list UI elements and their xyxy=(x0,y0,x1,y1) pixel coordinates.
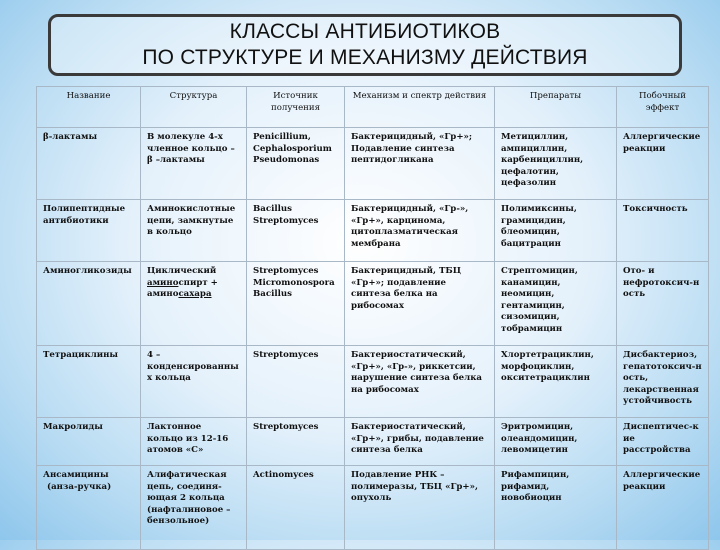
cell-structure: 4 – конденсированны х кольца xyxy=(141,346,247,418)
cell-source: Streptomyces xyxy=(247,418,345,466)
cell-side-effect: Аллергические реакции xyxy=(617,128,709,200)
table-row xyxy=(37,128,709,200)
cell-side-effect: Диспептичес-к ие расстройства xyxy=(617,418,709,466)
table-row xyxy=(37,346,709,418)
structure-text-5: амино xyxy=(147,289,179,300)
header-drugs: Препараты xyxy=(495,87,617,128)
cell-drugs: Рифампицин, рифамид, новобиоцин xyxy=(495,466,617,550)
structure-text-2 xyxy=(147,278,240,290)
cell-structure: Лактонное кольцо из 12-16 атомов «С» xyxy=(141,418,247,466)
cell-mechanism: Бактериостатический, «Гр+», грибы, подавление синтеза белка xyxy=(345,418,495,466)
table-row xyxy=(37,262,709,346)
cell-drugs: Полимиксины, грамицидин, блеомицин, бацитрацин xyxy=(495,200,617,262)
cell-drugs: Эритромицин, олеандомицин, левомицетин xyxy=(495,418,617,466)
cell-structure: В молекуле 4-х членное кольцо – β –лактамы xyxy=(141,128,247,200)
cell-source: Actinomyces xyxy=(247,466,345,550)
header-name: Название xyxy=(37,87,141,128)
name-text-2: (анза-ручка) xyxy=(47,481,112,492)
cell-name: Полипептидные антибиотики xyxy=(37,200,141,262)
cell-name: Аминогликозиды xyxy=(37,262,141,346)
header-side-effect: Побочный эффект xyxy=(617,87,709,128)
name-text-1: Ансамицины xyxy=(43,470,109,480)
table-row xyxy=(37,200,709,262)
structure-text-1: Циклический xyxy=(147,266,217,276)
structure-underlined-1: амино xyxy=(147,277,179,288)
cell-mechanism: Подавление РНК – полимеразы, ТБЦ «Гр+», опухоль xyxy=(345,466,495,550)
cell-source: Streptomyces Micromonospora Bacillus xyxy=(247,262,345,346)
cell-source: Bacillus Streptomyces xyxy=(247,200,345,262)
title-line-1: КЛАССЫ АНТИБИОТИКОВ xyxy=(229,20,501,43)
cell-side-effect: Ото- и нефротоксич-н ость xyxy=(617,262,709,346)
cell-drugs: Метициллин, ампициллин, карбенициллин, цефалотин, цефазолин xyxy=(495,128,617,200)
antibiotics-table xyxy=(36,86,709,550)
cell-side-effect: Аллергические реакции xyxy=(617,466,709,550)
table-row xyxy=(37,418,709,466)
cell-side-effect: Дисбактериоз, гепатотоксич-н ость, лекарственная устойчивость xyxy=(617,346,709,418)
title-box xyxy=(48,14,682,76)
cell-name: β-лактамы xyxy=(37,128,141,200)
cell-name xyxy=(37,466,141,550)
cell-structure: Алифатическая цепь, соединя-ющая 2 кольца (нафталиновое – бензольное) xyxy=(141,466,247,550)
header-mechanism: Механизм и спектр действия xyxy=(345,87,495,128)
cell-drugs: Хлортетрациклин, морфоциклин, окситетрациклин xyxy=(495,346,617,418)
structure-underlined-2: сахара xyxy=(178,289,212,300)
cell-mechanism: Бактерицидный, ТБЦ «Гр+»; подавление синтеза белка на рибосомах xyxy=(345,262,495,346)
header-source: Источник получения xyxy=(247,87,345,128)
table-row xyxy=(37,466,709,550)
cell-mechanism: Бактерицидный, «Гр-», «Гр+», карцинома, цитоплазматическая мембрана xyxy=(345,200,495,262)
cell-structure xyxy=(141,262,247,346)
header-structure: Структура xyxy=(141,87,247,128)
title-line-2: ПО СТРУКТУРЕ И МЕХАНИЗМУ ДЕЙСТВИЯ xyxy=(142,46,588,69)
cell-side-effect: Токсичность xyxy=(617,200,709,262)
cell-name: Тетрациклины xyxy=(37,346,141,418)
table-header-row xyxy=(37,87,709,128)
cell-source: Streptomyces xyxy=(247,346,345,418)
cell-drugs: Стрептомицин, канамицин, неомицин, гентамицин, сизомицин, тобрамицин xyxy=(495,262,617,346)
cell-mechanism: Бактерицидный, «Гр+»; Подавление синтеза пептидогликана xyxy=(345,128,495,200)
cell-source: Penicillium, Cephalosporium Pseudomonas xyxy=(247,128,345,200)
cell-name: Макролиды xyxy=(37,418,141,466)
structure-text-3: спирт + xyxy=(178,277,218,288)
cell-mechanism: Бактериостатический, «Гр+», «Гр-», риккетсии, нарушение синтеза белка на рибосомах xyxy=(345,346,495,418)
structure-text-4 xyxy=(147,289,240,301)
cell-structure: Аминокислотные цепи, замкнутые в кольцо xyxy=(141,200,247,262)
